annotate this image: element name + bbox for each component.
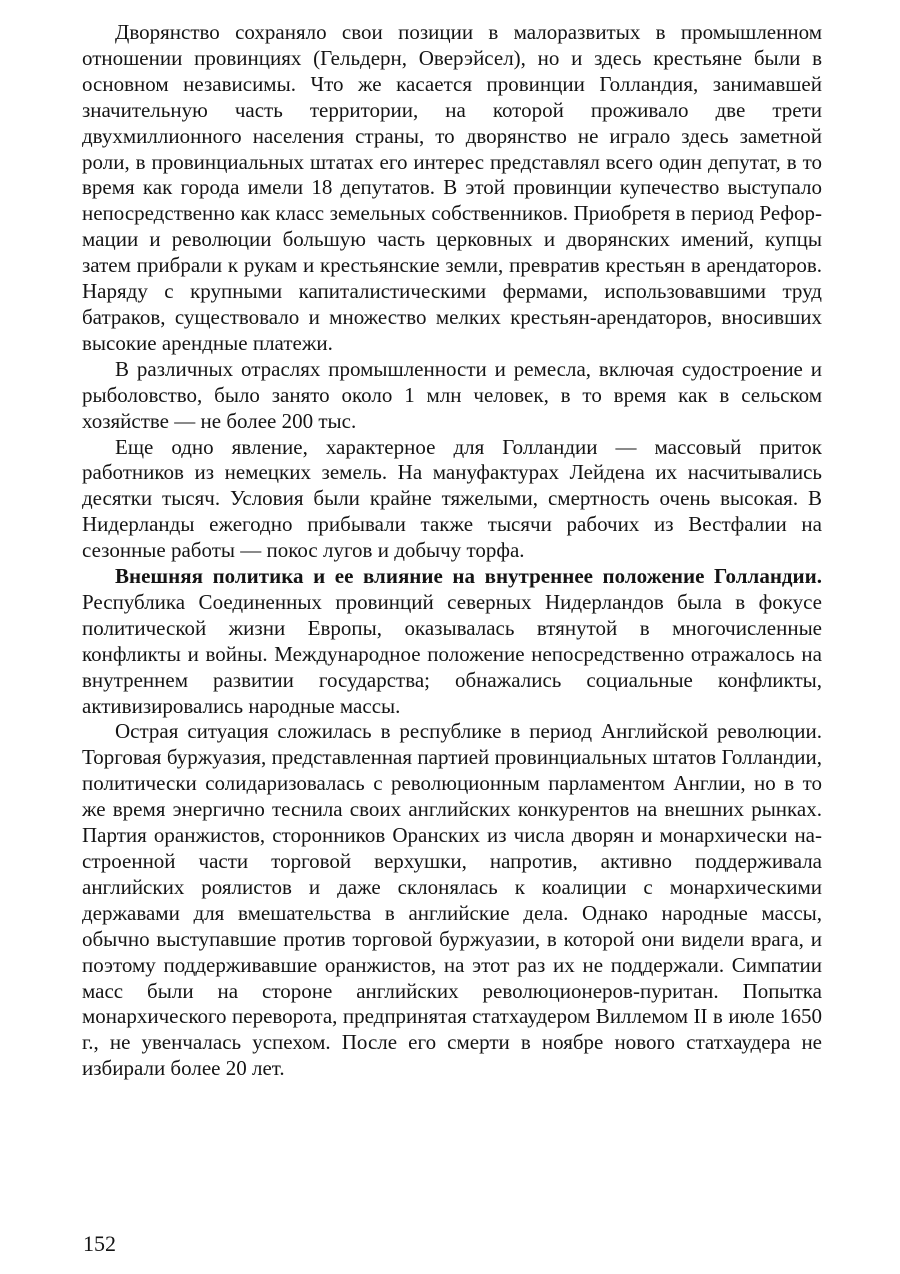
paragraph-english-revolution xyxy=(82,719,822,1082)
paragraph-foreign-policy xyxy=(82,564,822,719)
paragraph-text: Республика Соединенных провинций северных Нидерландов была в фокусе политической жизни Европы, оказывалась втянутой в многочисленные конфликты и войны. Международное положение непосредственно отражалось на внутреннем развитии государства; обнажались социальные конфликты, активизировались народные массы. xyxy=(82,589,822,718)
paragraph-nobility xyxy=(82,20,822,357)
section-heading: Внешняя политика и ее влияние на внутреннее положение Голландии. xyxy=(115,564,822,589)
paragraph-text: В различных отраслях промышленности и ремесла, включая судостроение и рыболовство, было занято около 1 млн человек, в то время как в сельском хозяйстве — не более 200 тыс. xyxy=(82,356,822,433)
paragraph-text: Еще одно явление, характерное для Голландии — массовый приток работников из немецких земель. На мануфактурах Лейдена их насчитывались десятки тысяч. Условия были крайне тяжелыми, смертность очень высокая. В Нидерланды ежегодно прибывали также тысячи рабочих из Вестфалии на сезонные работы — покос лугов и добычу торфа. xyxy=(82,434,822,563)
page-number: 152 xyxy=(83,1231,116,1256)
paragraph-industry xyxy=(82,357,822,435)
body-text xyxy=(82,20,822,1082)
paragraph-text: Острая ситуация сложилась в республике в период Английской революции. Торговая буржуазия, представленная партией провинциальных штатов Голландии, политически солидаризовалась с революционным парламентом Англии, но в то же время энергично теснила своих английских конкурентов на внешних рынках. Партия оранжистов, сторонников Оранских из числа дворян и монархически настроенной части торговой верхушки, напротив, активно поддерживала английских роялистов и даже склонялась к коалиции с монархическими державами для вмешательства в английские дела. Однако народные массы, обычно выступавшие против торговой буржуазии, в которой они видели врага, и поэтому поддерживавшие оранжистов, на этот раз их не поддержали. Симпатии масс были на стороне английских революционеров-пуритан. Попытка монархического переворота, предпринятая статхаудером Виллемом II в июле 1650 г., не увенчалась успехом. После его смерти в ноябре нового статхаудера не избирали более 20 лет. xyxy=(82,719,822,1081)
paragraph-text: Дворянство сохраняло свои позиции в малоразвитых в промышленном отношении провинциях (Гельдерн, Оверэйсел), но и здесь крестьяне были в основном независимы. Что же касается провинции Голландия, занимавшей значительную часть территории, на которой проживало две трети двухмиллионного населения страны, то дворянство не играло здесь заметной роли, в провинциальных штатах его интерес представлял всего один депутат, в то время как города имели 18 депутатов. В этой провинции купечество выступало непосредственно как класс земельных собственников. Приобретя в период Реформации и революции большую часть церковных и дворянских имений, купцы затем прибрали к рукам и крестьянские земли, превратив крестьян в арендаторов. Наряду с крупными капиталистическими фермами, использовавшими труд батраков, существовало и множество мелких крестьян-арендаторов, вносивших высокие арендные платежи. xyxy=(82,20,822,355)
paragraph-migration xyxy=(82,435,822,565)
